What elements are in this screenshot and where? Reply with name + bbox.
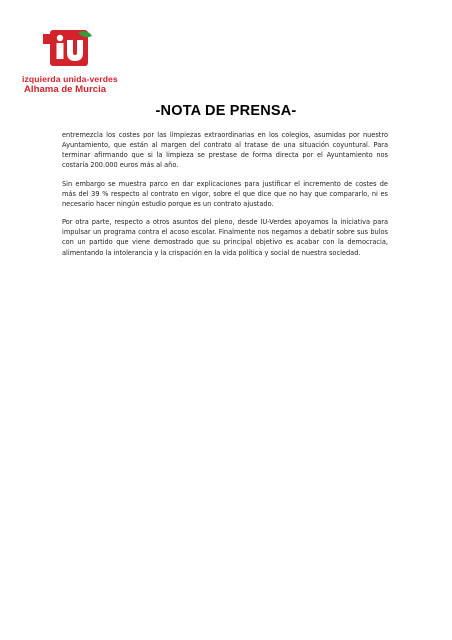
document-title: -NOTA DE PRENSA-: [155, 103, 297, 119]
document-body: [62, 130, 388, 266]
paragraph: entremezcla los costes por las limpiezas extraordinarias en los colegios, asumidas por nuestro Ayuntamiento, que están al margen del contrato al tratase de una situación coyuntural. Para terminar afirmando que si la limpieza se prestase de forma directa por el Ayuntamiento nos costaría 200.000 euros más al año.: [62, 131, 388, 170]
paragraph: Sin embargo se muestra parco en dar explicaciones para justificar el incremento de costes de más del 39 % respecto al contrato en vigor, sobre el que dice que no hay que compararlo, ni es necesario hacer ningún estudio porque es un contrato ajustado.: [62, 179, 388, 208]
iu-logo-icon: [40, 28, 96, 74]
logo-text-town: Alhama de Murcia: [24, 84, 107, 95]
logo-text-party: izquierda unida-verdes: [22, 74, 118, 84]
paragraph: Por otra parte, respecto a otros asuntos del pleno, desde IU-Verdes apoyamos la iniciativa para impulsar un programa contra el acoso escolar. Finalmente nos negamos a debatir sobre sus bulos con un partido que viene demostrado que su principal objetivo es acabar con la democracia, alimentando la intolerancia y la crispación en la vida política y social de nuestra sociedad.: [62, 218, 388, 257]
party-logo: [22, 28, 122, 100]
